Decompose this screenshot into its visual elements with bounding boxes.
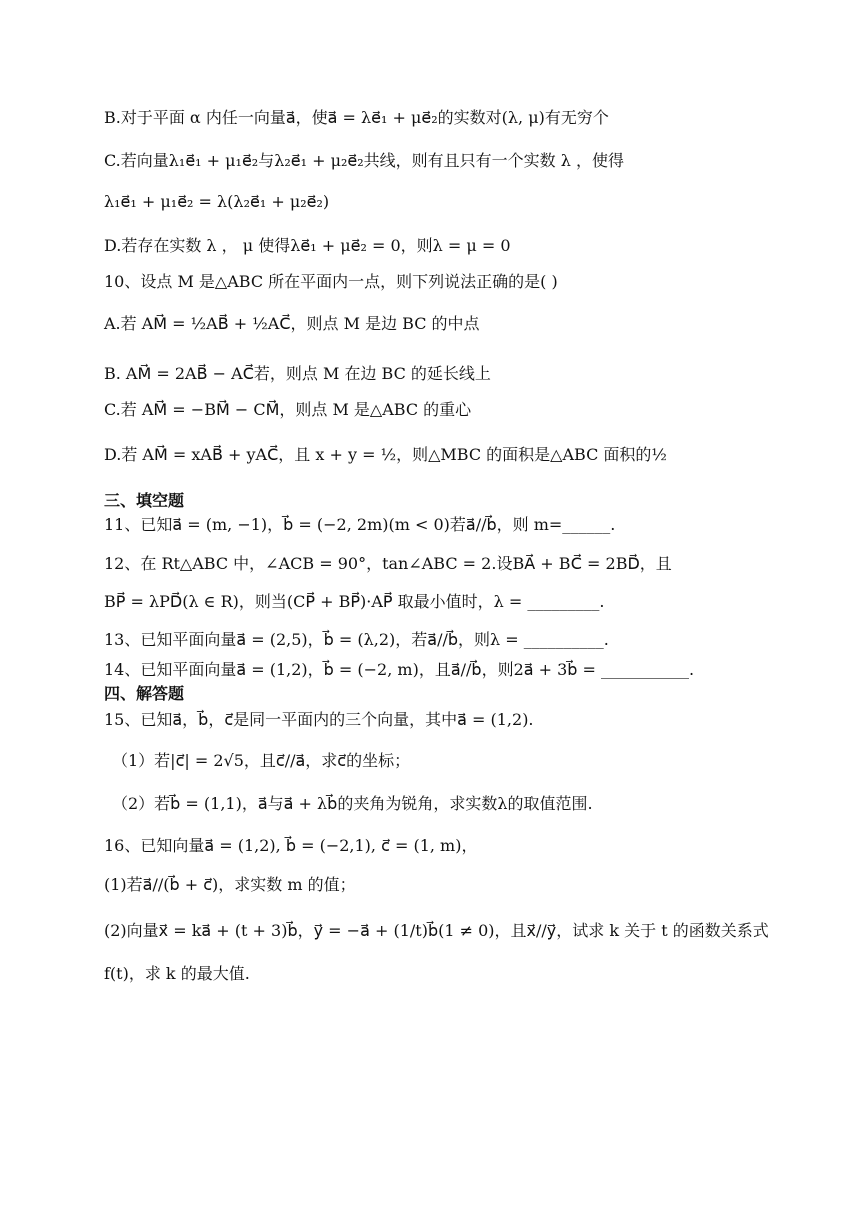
- section-heading-solve: 四、解答题: [104, 684, 185, 703]
- question-16-part-2: (2)向量x⃗ = ka⃗ + (t + 3)b⃗，y⃗ = −a⃗ + (1/t)b⃗(1 ≠ 0)，且x⃗//y⃗，试求 k 关于 t 的函数关系式: [104, 921, 769, 940]
- option-c-9: C.若向量λ₁e⃗₁ + μ₁e⃗₂与λ₂e⃗₁ + μ₂e⃗₂共线，则有且只有一个实数 λ ，使得: [104, 151, 624, 170]
- question-12-continued: BP⃗ = λPD⃗(λ ∈ R)，则当(CP⃗ + BP⃗)·AP⃗ 取最小值时，λ = _________.: [104, 592, 605, 611]
- question-15-part-1: （1）若|c⃗| = 2√5，且c⃗//a⃗，求c⃗的坐标；: [112, 751, 411, 770]
- option-d-9: D.若存在实数 λ ， μ 使得λe⃗₁ + μe⃗₂ = 0，则λ = μ = 0: [104, 236, 511, 255]
- question-16-part-1: (1)若a⃗//(b⃗ + c⃗)，求实数 m 的值；: [104, 875, 356, 894]
- question-14: 14、已知平面向量a⃗ = (1,2)，b⃗ = (−2, m)，且a⃗//b⃗，则2a⃗ + 3b⃗ = ___________.: [104, 660, 695, 679]
- question-16-part-2-continued: f(t)，求 k 的最大值.: [104, 964, 250, 983]
- question-10: 10、设点 M 是△ABC 所在平面内一点，则下列说法正确的是( ): [104, 272, 558, 291]
- option-c-10: C.若 AM⃗ = −BM⃗ − CM⃗，则点 M 是△ABC 的重心: [104, 400, 472, 419]
- option-c-9-formula: λ₁e⃗₁ + μ₁e⃗₂ = λ(λ₂e⃗₁ + μ₂e⃗₂): [104, 192, 330, 211]
- question-12: 12、在 Rt△ABC 中，∠ACB = 90°，tan∠ABC = 2.设BA⃗ + BC⃗ = 2BD⃗，且: [104, 554, 672, 573]
- question-13: 13、已知平面向量a⃗ = (2,5)，b⃗ = (λ,2)，若a⃗//b⃗，则λ = __________.: [104, 630, 609, 649]
- question-15-part-2: （2）若b⃗ = (1,1)，a⃗与a⃗ + λb⃗的夹角为锐角，求实数λ的取值范围.: [112, 794, 593, 813]
- section-heading-fill-in: 三、填空题: [104, 491, 185, 510]
- question-11: 11、已知a⃗ = (m, −1)，b⃗ = (−2, 2m)(m < 0)若a⃗//b⃗，则 m=______.: [104, 515, 616, 534]
- option-b-10: B. AM⃗ = 2AB⃗ − AC⃗若，则点 M 在边 BC 的延长线上: [104, 364, 491, 383]
- option-b-9: B.对于平面 α 内任一向量a⃗，使a⃗ = λe⃗₁ + μe⃗₂的实数对(λ, μ)有无穷个: [104, 108, 609, 127]
- question-16: 16、已知向量a⃗ = (1,2), b⃗ = (−2,1), c⃗ = (1, m)，: [104, 836, 478, 855]
- question-15: 15、已知a⃗，b⃗，c⃗是同一平面内的三个向量，其中a⃗ = (1,2).: [104, 710, 534, 729]
- option-d-10: D.若 AM⃗ = xAB⃗ + yAC⃗，且 x + y = ½，则△MBC 的面积是△ABC 面积的½: [104, 445, 667, 464]
- option-a-10: A.若 AM⃗ = ½AB⃗ + ½AC⃗，则点 M 是边 BC 的中点: [104, 314, 480, 333]
